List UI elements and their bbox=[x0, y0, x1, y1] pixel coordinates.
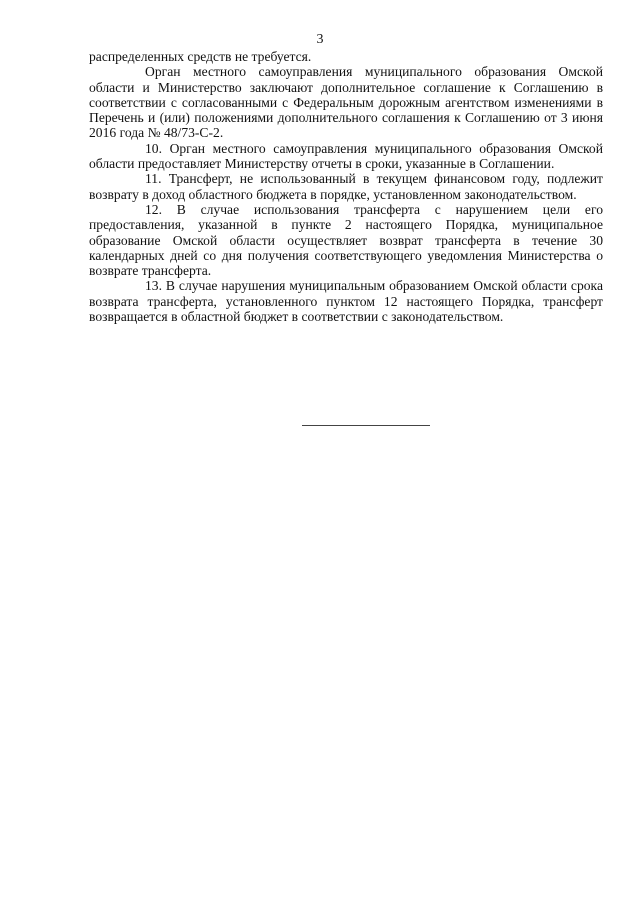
paragraph-supplementary-agreement: Орган местного самоуправления муниципального образования Омской области и Министерство заключают дополнительное соглашение к Соглашению в соответствии с согласованными с Федеральным дорожным агентством изменениями в Перечень и (или) положениями дополнительного соглашения к Соглашению от 3 июня 2016 года № 48/73-С-2. bbox=[89, 64, 603, 141]
page-number: 3 bbox=[316, 32, 324, 47]
document-body bbox=[89, 49, 603, 324]
paragraph-item-12: 12. В случае использования трансферта с нарушением цели его предоставления, указанной в пункте 2 настоящего Порядка, муниципальное образование Омской области осуществляет возврат трансферта в течение 30 календарных дней со дня получения соответствующего уведомления Министерства о возврате трансферта. bbox=[89, 201, 603, 279]
paragraph-continuation: распределенных средств не требуется. bbox=[89, 49, 312, 64]
paragraph-item-11: 11. Трансферт, не использованный в текущем финансовом году, подлежит возврату в доход областного бюджета в порядке, установленном законодательством. bbox=[89, 171, 603, 202]
paragraph-item-13: 13. В случае нарушения муниципальным образованием Омской области срока возврата трансферта, установленного пунктом 12 настоящего Порядка, трансферт возвращается в областной бюджет в соответствии с законодательством. bbox=[89, 278, 603, 325]
paragraph-item-10: 10. Орган местного самоуправления муниципального образования Омской области предоставляет Министерству отчеты в сроки, указанные в Соглашении. bbox=[89, 140, 603, 172]
end-of-text-divider bbox=[302, 425, 430, 426]
